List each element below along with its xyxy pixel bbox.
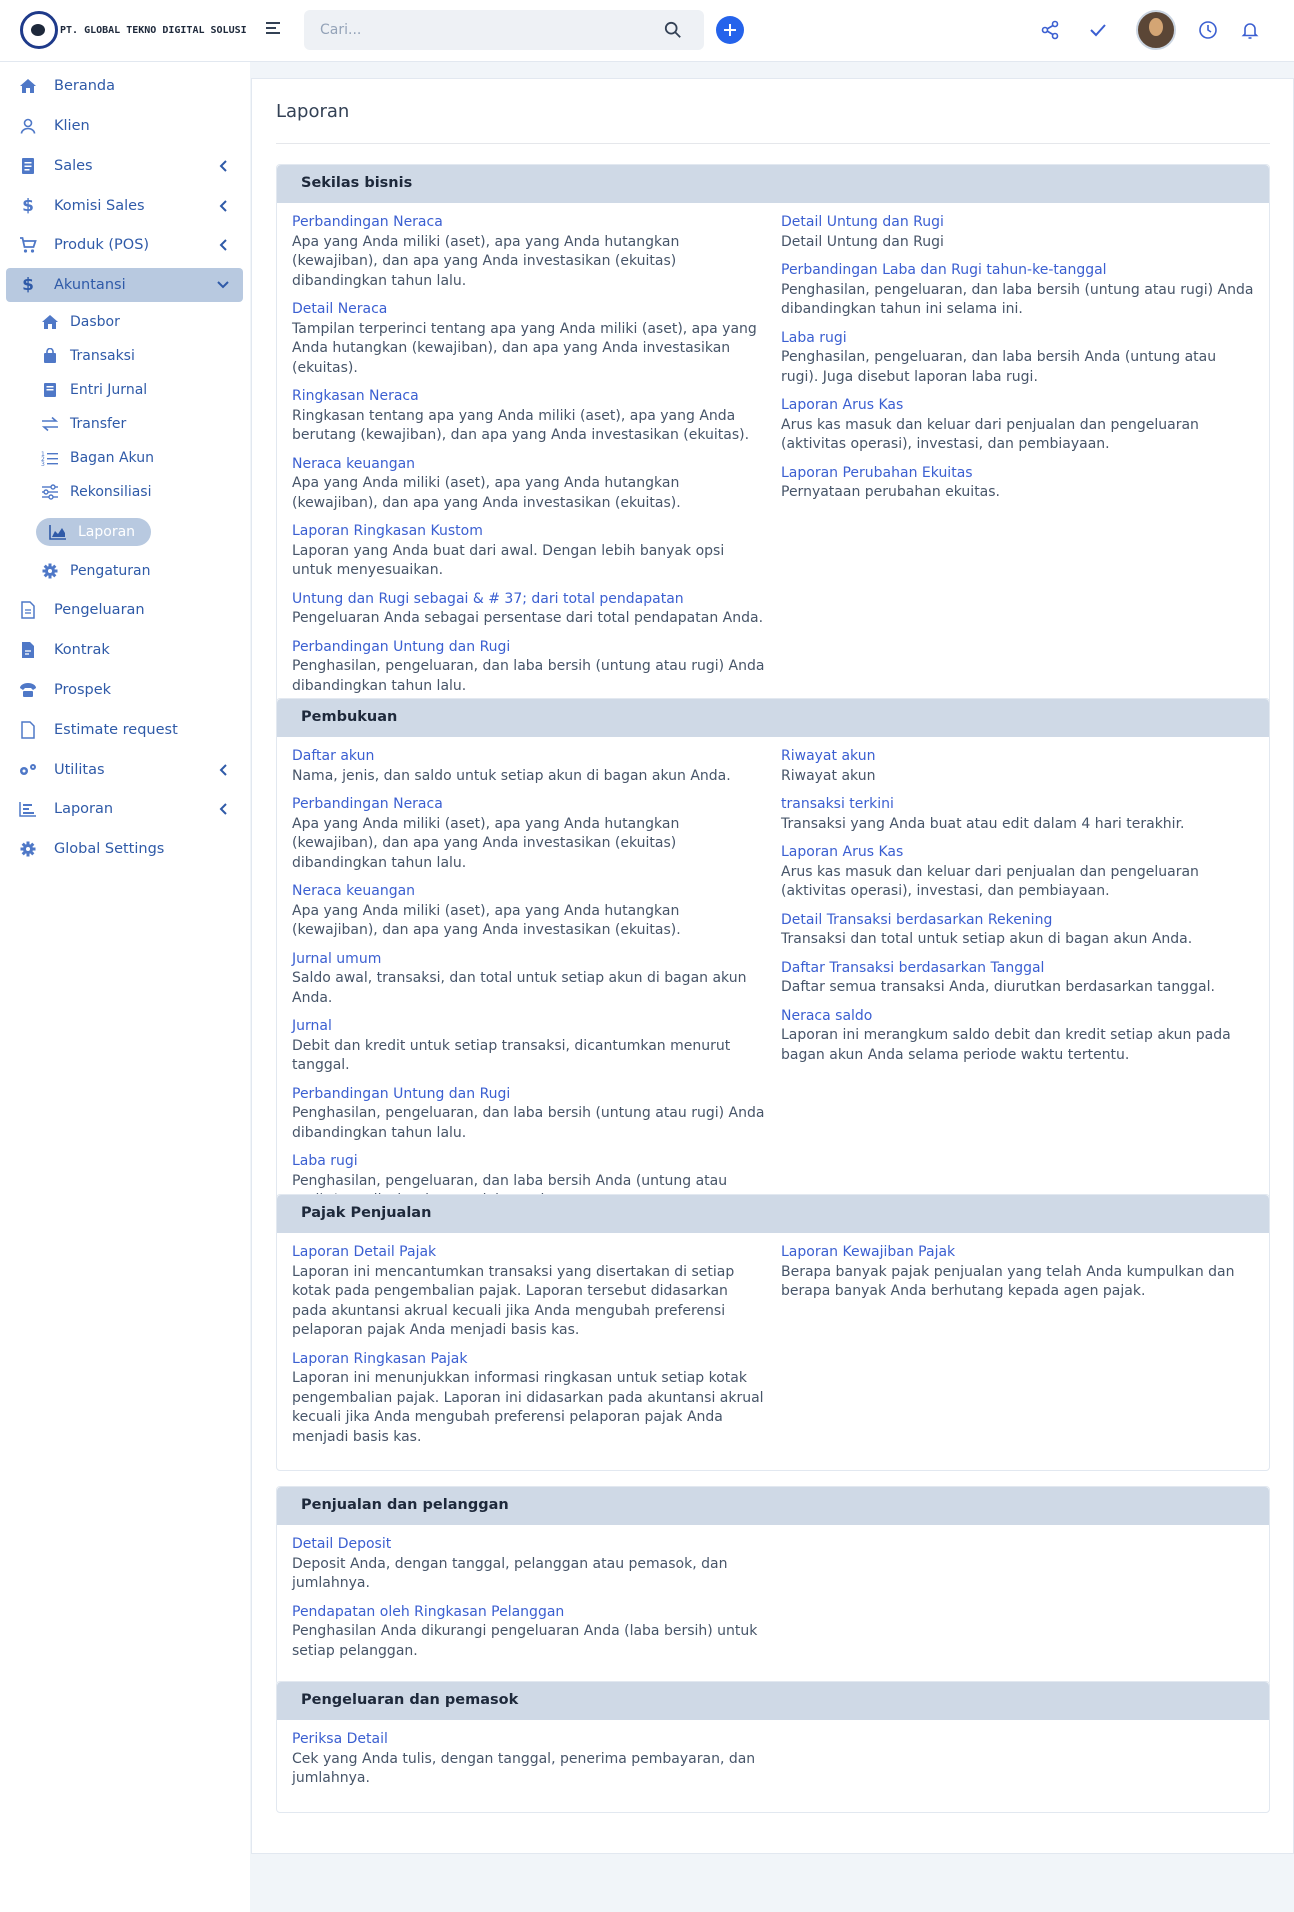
report-item: [292, 795, 765, 873]
sidebar-subitem-transfer[interactable]: [40, 409, 126, 439]
search-icon[interactable]: [664, 21, 682, 39]
sidebar-item-global-settings[interactable]: [6, 832, 243, 866]
share-icon[interactable]: [1040, 20, 1060, 40]
report-item: [781, 959, 1254, 998]
report-item: [292, 522, 765, 581]
chevron-left-icon: [219, 764, 229, 776]
sidebar-item-label: Akuntansi: [54, 277, 126, 293]
sidebar-item-label: Laporan: [54, 801, 114, 817]
report-description: Detail Untung dan Rugi: [781, 233, 944, 250]
user-icon: [19, 117, 37, 135]
report-description: Penghasilan, pengeluaran, dan laba bersih Anda (untung atau: [292, 1172, 728, 1189]
report-description: Laporan ini mencantumkan transaksi yang disertakan di setiap kotak pada pengembalian pajak. Laporan tersebut didasarkan pada akuntansi akrual kecuali jika Anda mengubah preferensi pelaporan pajak Anda menjadi basis kas.: [292, 1263, 735, 1338]
sidebar-item-akuntansi[interactable]: [6, 268, 243, 302]
sidebar-item-klien[interactable]: [6, 109, 243, 143]
report-item: [292, 638, 765, 697]
report-description: Deposit Anda, dengan tanggal, pelanggan atau pemasok, dan jumlahnya.: [292, 1555, 728, 1591]
report-item: [292, 882, 765, 941]
report-link[interactable]: Riwayat akun: [781, 748, 876, 764]
sidebar-item-laporan[interactable]: [6, 792, 243, 826]
sidebar-subitem-laporan[interactable]: [36, 518, 151, 546]
report-description: Laporan yang Anda buat dari awal. Dengan lebih banyak opsi untuk menyesuaikan.: [292, 542, 725, 578]
sidebar-subitem-label: Bagan Akun: [70, 450, 154, 466]
report-description: Apa yang Anda miliki (aset), apa yang Anda hutangkan (kewajiban), dan apa yang Anda investasikan (ekuitas).: [292, 902, 681, 938]
report-link[interactable]: Neraca saldo: [781, 1007, 873, 1024]
report-item: [781, 1007, 1254, 1066]
report-link[interactable]: Jurnal: [292, 1018, 332, 1034]
report-column-right: [781, 1243, 1254, 1456]
report-item: [292, 455, 765, 514]
top-bar: [0, 0, 1294, 62]
sidebar-item-beranda[interactable]: [6, 69, 243, 103]
report-description: Riwayat akun: [781, 767, 876, 784]
transfer-icon: [41, 416, 59, 432]
report-item: [781, 329, 1254, 388]
sidebar-item-label: Utilitas: [54, 762, 105, 778]
home-icon: [41, 314, 59, 330]
report-column-right: [781, 1730, 1254, 1798]
card-body: [277, 1720, 1269, 1812]
card-body: [277, 737, 1269, 1234]
report-link[interactable]: Detail Neraca: [292, 301, 388, 317]
report-link[interactable]: Pendapatan oleh Ringkasan Pelanggan: [292, 1603, 565, 1620]
sidebar-item-label: Estimate request: [54, 722, 178, 738]
report-column-left: [292, 1730, 781, 1798]
sidebar-item-sales[interactable]: [6, 149, 243, 183]
main-content: [251, 78, 1294, 1854]
report-description: Transaksi yang Anda buat atau edit dalam 4 hari terakhir.: [781, 815, 1185, 832]
chevron-left-icon: [219, 239, 229, 251]
report-column-right: [781, 747, 1254, 1220]
sidebar-subitem-label: Dasbor: [70, 314, 120, 330]
report-description: Ringkasan tentang apa yang Anda miliki (aset), apa yang Anda berutang (kewajiban), dan apa yang Anda investasikan (ekuitas).: [292, 407, 750, 443]
bell-icon[interactable]: [1240, 20, 1260, 40]
sidebar-item-label: Kontrak: [54, 642, 110, 658]
report-description: Debit dan kredit untuk setiap transaksi, dicantumkan menurut tanggal.: [292, 1037, 731, 1073]
report-link[interactable]: Daftar Transaksi berdasarkan Tanggal: [781, 959, 1045, 976]
report-link[interactable]: Laporan Ringkasan Pajak: [292, 1350, 468, 1367]
report-link[interactable]: Neraca keuangan: [292, 455, 416, 472]
report-description: Penghasilan, pengeluaran, dan laba bersih (untung atau rugi) Anda dibandingkan tahun ini selama ini.: [781, 281, 1254, 317]
home-icon: [19, 77, 37, 95]
report-column-left: [292, 1243, 781, 1456]
gear-icon: [42, 563, 58, 579]
menu-toggle-button[interactable]: [266, 22, 282, 38]
add-button[interactable]: [716, 16, 744, 44]
sidebar-subitem-label: Rekonsiliasi: [70, 484, 152, 500]
card-body: [277, 1233, 1269, 1470]
report-link[interactable]: Perbandingan Neraca: [292, 214, 443, 230]
report-description: Apa yang Anda miliki (aset), apa yang Anda hutangkan (kewajiban), dan apa yang Anda investasikan (ekuitas) dibandingkan tahun lalu.: [292, 815, 680, 871]
report-description: Laporan ini menunjukkan informasi ringkasan untuk setiap kotak pengembalian pajak. Laporan ini didasarkan pada akuntansi akrual kecuali jika Anda mengubah preferensi pelaporan pajak Anda menjadi basis kas.: [292, 1370, 764, 1445]
report-link[interactable]: Perbandingan Untung dan Rugi: [292, 1085, 511, 1102]
sidebar-subitem-label: Transfer: [70, 416, 127, 432]
sidebar-subitem-label: Transaksi: [70, 348, 135, 364]
report-link[interactable]: transaksi terkini: [781, 796, 894, 812]
check-icon[interactable]: [1088, 20, 1108, 40]
report-link[interactable]: Perbandingan Untung dan Rugi: [292, 638, 511, 655]
report-description: Pengeluaran Anda sebagai persentase dari total pendapatan Anda.: [292, 610, 764, 626]
sidebar-item-kontrak[interactable]: [6, 633, 243, 667]
report-link[interactable]: Perbandingan Neraca: [292, 796, 443, 812]
report-link[interactable]: Laporan Arus Kas: [781, 844, 904, 860]
dollar-icon: $: [22, 275, 34, 295]
chevron-left-icon: [219, 160, 229, 172]
report-card: [276, 1194, 1270, 1471]
clock-icon[interactable]: [1198, 20, 1218, 40]
report-link[interactable]: Neraca keuangan: [292, 883, 416, 899]
report-description: Nama, jenis, dan saldo untuk setiap akun di bagan akun Anda.: [292, 767, 731, 784]
card-title: Pengeluaran dan pemasok: [277, 1682, 1269, 1720]
report-description: Penghasilan, pengeluaran, dan laba bersih (untung atau rugi) Anda dibandingkan tahun lalu.: [292, 1105, 765, 1141]
sidebar-item-label: Pengeluaran: [54, 602, 145, 618]
report-link[interactable]: Untung dan Rugi sebagai & # 37; dari total pendapatan: [292, 590, 684, 607]
card-title: Sekilas bisnis: [277, 165, 1269, 203]
report-link[interactable]: Laporan Detail Pajak: [292, 1244, 437, 1260]
sidebar-item-produk[interactable]: [6, 228, 243, 262]
report-item: [781, 213, 1254, 252]
report-link[interactable]: Periksa Detail: [292, 1731, 388, 1747]
sidebar-item-label: Global Settings: [54, 841, 165, 857]
report-item: [781, 464, 1254, 503]
report-item: [292, 590, 765, 629]
report-description: Penghasilan, pengeluaran, dan laba bersih Anda (untung atau rugi). Juga disebut laporan laba rugi.: [781, 349, 1217, 385]
brand-name: PT. GLOBAL TEKNO DIGITAL SOLUSI: [60, 24, 247, 36]
report-description: Transaksi dan total untuk setiap akun di bagan akun Anda.: [781, 931, 1193, 947]
avatar[interactable]: [1136, 10, 1176, 50]
report-item: [292, 213, 765, 291]
card-body: [277, 203, 1269, 719]
report-link[interactable]: Laporan Ringkasan Kustom: [292, 523, 483, 539]
list-icon: [41, 450, 59, 466]
report-column-left: [292, 1535, 781, 1670]
chevron-left-icon: [219, 200, 229, 212]
chevron-down-icon: [217, 280, 229, 290]
search-input[interactable]: [304, 22, 644, 38]
document-icon: [20, 601, 36, 619]
page-title: Laporan: [276, 101, 350, 122]
gears-icon: [18, 762, 38, 778]
report-item: [781, 396, 1254, 455]
bag-icon: [42, 348, 58, 364]
card-title: Pajak Penjualan: [277, 1195, 1269, 1233]
svg-text:1: 1: [41, 451, 45, 458]
gear-icon: [20, 841, 36, 857]
sidebar-item-label: Komisi Sales: [54, 198, 145, 214]
receipt-icon: [19, 157, 37, 175]
report-item: [292, 1350, 765, 1448]
cart-icon: [19, 236, 37, 254]
report-link[interactable]: Detail Untung dan Rugi: [781, 214, 944, 230]
report-link[interactable]: Laporan Kewajiban Pajak: [781, 1244, 956, 1260]
report-column-left: [292, 213, 781, 705]
report-link[interactable]: Jurnal umum: [292, 950, 382, 967]
report-item: [292, 1243, 765, 1341]
sidebar-item-komisi-sales[interactable]: [6, 189, 243, 223]
report-item: [292, 747, 765, 786]
sidebar-item-label: Beranda: [54, 78, 115, 94]
chevron-left-icon: [219, 803, 229, 815]
report-item: [292, 387, 765, 446]
report-item: [292, 1017, 765, 1076]
report-description: Saldo awal, transaksi, dan total untuk setiap akun di bagan akun Anda.: [292, 970, 747, 1006]
report-card: [276, 1486, 1270, 1685]
logo-icon: [20, 11, 58, 49]
sidebar-subitem-dasbor[interactable]: [40, 307, 120, 337]
phone-icon: [19, 682, 37, 698]
sidebar-item-pengeluaran[interactable]: [6, 593, 243, 627]
report-description: Daftar semua transaksi Anda, diurutkan berdasarkan tanggal.: [781, 979, 1215, 995]
report-link[interactable]: Detail Transaksi berdasarkan Rekening: [781, 911, 1053, 928]
chart-icon: [19, 801, 37, 817]
report-link[interactable]: Ringkasan Neraca: [292, 388, 419, 404]
report-item: [292, 950, 765, 1009]
sidebar-subitem-label: Entri Jurnal: [70, 382, 148, 398]
sidebar: [0, 62, 250, 1912]
report-item: [292, 1603, 765, 1662]
sidebar-subitem-rekonsiliasi[interactable]: [40, 477, 151, 507]
dollar-icon: $: [22, 196, 34, 216]
report-description: Apa yang Anda miliki (aset), apa yang Anda hutangkan (kewajiban), dan apa yang Anda investasikan (ekuitas) dibandingkan tahun lalu.: [292, 233, 680, 289]
report-description: Apa yang Anda miliki (aset), apa yang Anda hutangkan (kewajiban), dan apa yang Anda investasikan (ekuitas).: [292, 475, 681, 511]
sidebar-subitem-label: Pengaturan: [70, 563, 151, 579]
report-item: [292, 1535, 765, 1594]
report-description: Berapa banyak pajak penjualan yang telah Anda kumpulkan dan berapa banyak Anda berhutang kepada agen pajak.: [781, 1263, 1235, 1299]
report-item: [781, 843, 1254, 902]
report-description: Pernyataan perubahan ekuitas.: [781, 484, 1001, 500]
report-link[interactable]: Laporan Perubahan Ekuitas: [781, 464, 973, 481]
report-link[interactable]: Laba rugi: [292, 1153, 358, 1169]
report-item: [781, 261, 1254, 320]
report-description: Tampilan terperinci tentang apa yang Anda miliki (aset), apa yang Anda hutangkan (kewajiban), dan apa yang Anda investasikan (ekuitas).: [292, 320, 757, 376]
sidebar-item-label: Klien: [54, 118, 90, 134]
report-item: [781, 795, 1254, 834]
brand-logo[interactable]: [20, 12, 247, 48]
report-link[interactable]: Daftar akun: [292, 748, 375, 764]
report-card: [276, 698, 1270, 1235]
sidebar-item-utilitas[interactable]: [6, 753, 243, 787]
report-link[interactable]: Laba rugi: [781, 329, 847, 346]
report-description: Penghasilan Anda dikurangi pengeluaran Anda (laba bersih) untuk setiap pelanggan.: [292, 1623, 758, 1659]
book-icon: [43, 382, 57, 398]
sliders-icon: [41, 484, 59, 500]
card-body: [277, 1525, 1269, 1684]
report-link[interactable]: Detail Deposit: [292, 1536, 392, 1552]
card-title: Pembukuan: [277, 699, 1269, 737]
report-card: [276, 164, 1270, 720]
sidebar-subitem-entri-jurnal[interactable]: [40, 375, 147, 405]
report-item: [292, 1085, 765, 1144]
svg-text:2: 2: [41, 456, 45, 463]
report-item: [781, 747, 1254, 786]
report-description: Laporan ini merangkum saldo debit dan kredit setiap akun pada bagan akun Anda selama periode waktu tertentu.: [781, 1027, 1231, 1063]
report-link[interactable]: Laporan Arus Kas: [781, 397, 904, 413]
sidebar-item-estimate-request[interactable]: [6, 713, 243, 747]
area-chart-icon: [49, 524, 67, 540]
report-item: [292, 1730, 765, 1789]
report-description: Arus kas masuk dan keluar dari penjualan dan pengeluaran (aktivitas operasi), investasi, dan pembiayaan.: [781, 416, 1199, 452]
sidebar-subitem-pengaturan[interactable]: [40, 556, 150, 586]
report-description: Cek yang Anda tulis, dengan tanggal, penerima pembayaran, dan jumlahnya.: [292, 1750, 756, 1786]
report-column-left: [292, 747, 781, 1220]
divider: [276, 143, 1270, 144]
card-title: Penjualan dan pelanggan: [277, 1487, 1269, 1525]
sidebar-item-prospek[interactable]: [6, 673, 243, 707]
sidebar-item-label: Prospek: [54, 682, 112, 698]
report-item: [781, 1243, 1254, 1302]
sidebar-subitem-transaksi[interactable]: [40, 341, 135, 371]
report-card: [276, 1681, 1270, 1813]
report-column-right: [781, 213, 1254, 705]
sidebar-item-label: Sales: [54, 158, 93, 174]
sidebar-subitem-bagan-akun[interactable]: [40, 443, 154, 473]
report-item: [292, 300, 765, 378]
sidebar-subitem-label: Laporan: [78, 524, 136, 540]
contract-icon: [20, 641, 36, 659]
sidebar-item-label: Produk (POS): [54, 237, 150, 253]
report-link[interactable]: Perbandingan Laba dan Rugi tahun-ke-tanggal: [781, 262, 1107, 278]
plus-icon: [723, 23, 737, 37]
report-description: Arus kas masuk dan keluar dari penjualan dan pengeluaran (aktivitas operasi), investasi, dan pembiayaan.: [781, 863, 1199, 899]
svg-text:3: 3: [41, 461, 45, 466]
file-icon: [20, 721, 36, 739]
report-column-right: [781, 1535, 1254, 1670]
report-description: Penghasilan, pengeluaran, dan laba bersih (untung atau rugi) Anda dibandingkan tahun lalu.: [292, 658, 765, 694]
report-item: [781, 911, 1254, 950]
search-bar: [304, 10, 704, 50]
